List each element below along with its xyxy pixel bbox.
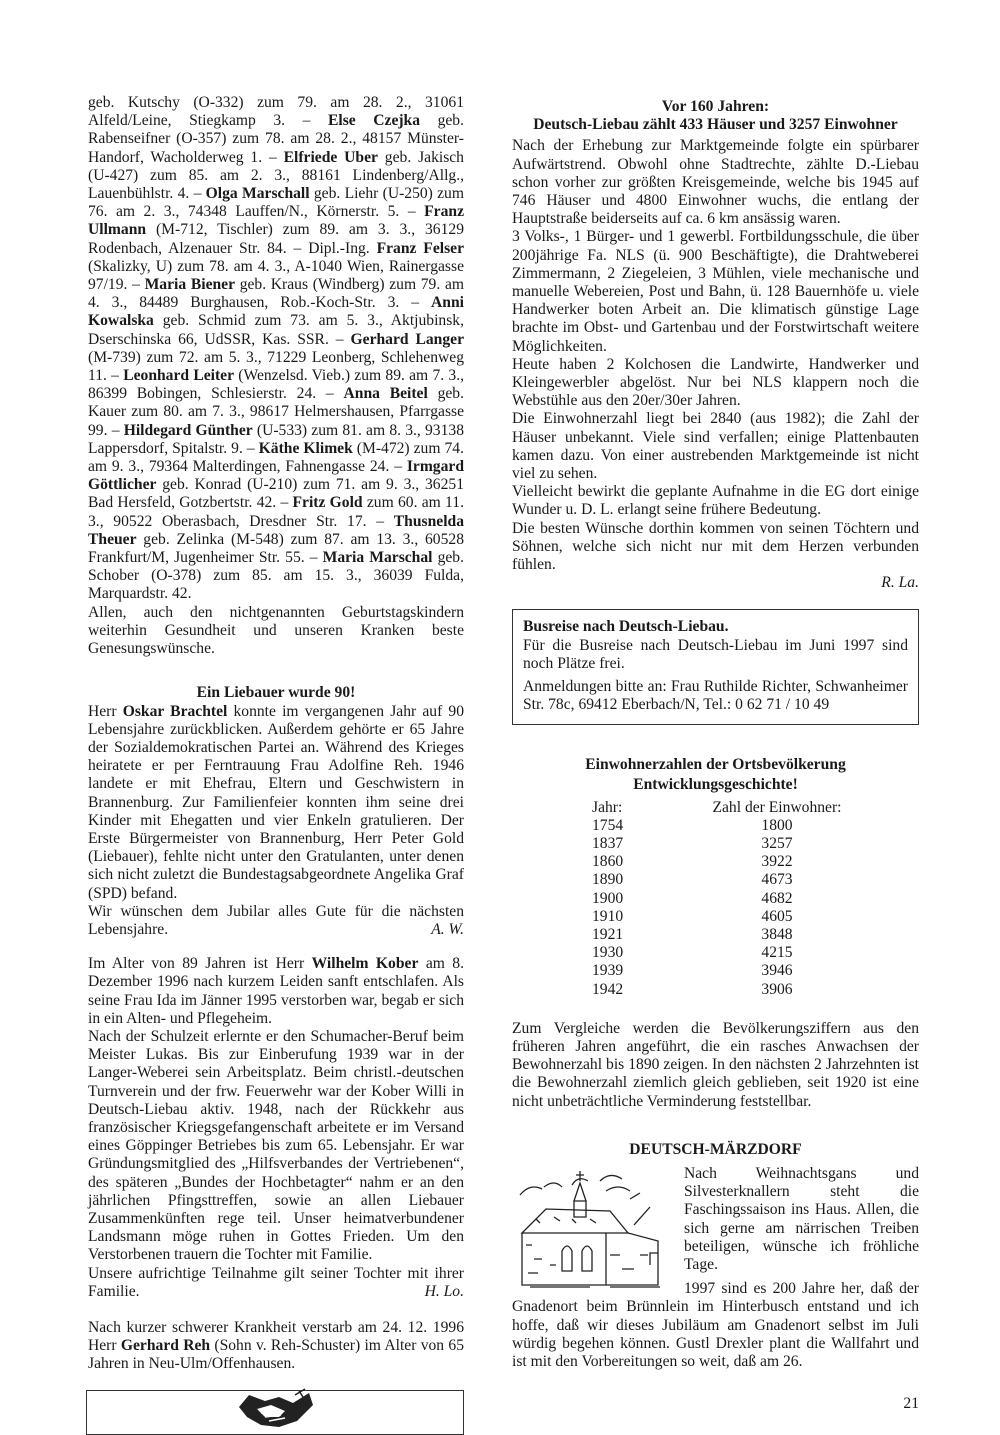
page-number: 21 [903, 1395, 919, 1413]
person-name: Oskar Brachtel [122, 702, 228, 720]
bus-trip-text: Für die Busreise nach Deutsch-Liebau im Juni 1997 sind noch Plätze frei. [523, 636, 908, 672]
text-run: (U-533) zum 81. am 8. 3., 93138 Lappersdorf, Spitalstr. 9. – [88, 421, 464, 457]
text-run: (Skalizky, U) zum 78. am 4. 3., A-1040 Wien, Rainergasse 97/19. – [88, 257, 464, 294]
left-column [88, 94, 464, 1435]
person-name: Else Czejka [327, 112, 421, 130]
text-run: Nach kurzer schwerer Krankheit verstarb am 24. 12. 1996 Herr [88, 1319, 464, 1355]
greeting-paragraph: Allen, auch den nichtgenannten Geburtstagskindern weiterhin Gesundheit und unseren Kranken beste Genesungswünsche. [88, 603, 464, 658]
signature: H. Lo. [424, 1282, 464, 1300]
year-cell: 1890 [592, 871, 624, 889]
person-name: Irmgard Göttlicher [88, 458, 464, 494]
table-row [592, 926, 842, 944]
col-count-header: Zahl der Einwohner: [712, 798, 842, 816]
text-run: geb. Konrad (U-210) zum 71. am 9. 3., 36251 Bad Hersfeld, Gotzbertstr. 42. – [88, 476, 464, 512]
text-run: (M-712, Tischler) zum 89. am 3. 3., 36129 Rodenbach, Alzenauer Str. 84. – Dipl.-Ing. [88, 221, 464, 257]
signature: A. W. [431, 920, 464, 938]
bus-trip-box [512, 609, 919, 724]
person-name: Leonhard Leiter [123, 367, 235, 385]
person-name: Franz Felser [376, 239, 464, 257]
condolence [88, 1265, 464, 1301]
handshake-icon [235, 1387, 315, 1433]
count-cell: 3946 [761, 962, 793, 980]
person-name: Thusnelda Theuer [88, 512, 464, 548]
article-maerzdorf [512, 1141, 919, 1371]
table-row [592, 908, 842, 926]
birthday-list [88, 94, 464, 658]
history-paragraph: Die besten Wünsche dorthin kommen von seinen Töchtern und Söhnen, welche sich nicht nur mit dem Herzen verbunden fühlen. [512, 519, 919, 574]
history-paragraph: Nach der Erhebung zur Marktgemeinde folgte ein spürbarer Aufwärtstrend. Obwohl ohne Stadtrechte, zählte D.-Liebau schon vorher zur größten Kreisgemeinde, welche bis 1945 auf 746 Häuser und 4800 Einwohner wuchs, die entlang der Hauptstraße beiderseits auf ca. 6 km ansässig waren. [512, 137, 919, 228]
bus-trip-title: Busreise nach Deutsch-Liebau. [523, 618, 729, 636]
person-name: Olga Marschall [205, 185, 310, 203]
population-title-2: Entwicklungsgeschichte! [633, 775, 798, 793]
maerzdorf-title: DEUTSCH-MÄRZDORF [629, 1140, 802, 1158]
condolence-text: Unsere aufrichtige Teilnahme gilt seiner Tochter mit ihrer Familie. [88, 1264, 464, 1300]
obituary-kober [88, 955, 464, 1301]
maerzdorf-paragraph-1: Nach Weihnachtsgans und Silvesterknallern steht die Faschingssaison ins Haus. Allen, die sich gerne am närrischen Treiben beteiligen, wünsche ich fröhliche Tage. [684, 1164, 919, 1273]
text-run: geb. Zelinka (M-548) zum 87. am 13. 3., 60528 Frankfurt/M, Jugenheimer Str. 55. – [88, 530, 464, 567]
history-paragraph: Vielleicht bewirkt die geplante Aufnahme in die EG dort einige Wunder u. D. L. erlangt seine frühere Bedeutung. [512, 483, 919, 519]
text-run: geb. Jakisch (U-427) zum 85. am 2. 3., 88161 Lindenberg/Allg., Lauenbühlstr. 4. – [88, 148, 464, 203]
text-run: (M-739) zum 72. am 5. 3., 71229 Leonberg, Schlehenweg 11. – [88, 348, 464, 385]
year-cell: 1860 [592, 853, 624, 871]
bus-trip-contact: Anmeldungen bitte an: Frau Ruthilde Richter, Schwanheimer Str. 78c, 69412 Eberbach/N, Tel.: 0 62 71 / 10 49 [523, 678, 908, 714]
year-cell: 1930 [592, 944, 624, 962]
year-cell: 1754 [592, 816, 624, 834]
obituary-body-2: Nach der Schulzeit erlernte er den Schumacher-Beruf beim Meister Lukas. Bis zur Einberufung 1939 war in der Langer-Weberei sein Arbeitsplatz. Beim christl.-deutschen Turnverein und der frw. Feuerwehr war der Kober Willi in Deutsch-Liebau aktiv. 1948, nach der Rückkehr aus französischer Kriegsgefangenschaft arbeitete er im Versand eines Göppinger Betriebes bis zum 65. Lebensjahr. Er war Gründungsmitglied des „Hilfsverbandes der Vertriebenen“, des späteren „Bundes der Hochbetagter“ nahm er an den jährlichen Pfingsttreffen, sowie an allen Liebauer Zusammenkünften rege teil. Unser heimatverbundener Landsmann möge ruhen in Gottes Frieden. Um den Verstorbenen trauern die Tochter mit Familie. [88, 1027, 464, 1264]
text-run: geb. Kauer zum 80. am 7. 3., 98617 Helmershausen, Pfarrgasse 99. – [88, 385, 465, 439]
year-cell: 1921 [592, 925, 624, 943]
text-run: geb. Liehr (U-250) zum 76. am 2. 3., 74348 Lauffen/N., Körnerstr. 5. – [88, 185, 464, 221]
table-row [592, 944, 842, 962]
count-cell: 1800 [761, 816, 793, 834]
person-name: Fritz Gold [292, 494, 363, 512]
person-name: Maria Marschal [322, 549, 433, 567]
article-liebauer-90 [88, 684, 464, 939]
person-name: Käthe Klimek [258, 439, 353, 457]
text-run: geb. Schmid zum 73. am 5. 3., Aktjubinsk, Dserschinska 66, UdSSR, Kas. SSR. – [88, 312, 464, 348]
text-run: (Sohn v. Reh-Schuster) im Alter von 65 Jahren in Neu-Ulm/Offenhausen. [88, 1337, 464, 1373]
person-name: Hildegard Günther [123, 421, 253, 439]
table-header [592, 799, 842, 817]
table-row [592, 890, 842, 908]
year-cell: 1837 [592, 834, 624, 852]
count-cell: 4215 [761, 944, 793, 962]
text-run: (M-472) zum 74. am 9. 3., 79364 Malterdingen, Fahnengasse 24. – [88, 439, 464, 476]
year-cell: 1942 [592, 980, 624, 998]
person-name: Gerhard Langer [350, 330, 464, 348]
year-cell: 1900 [592, 889, 624, 907]
condolence-box [86, 1390, 464, 1435]
count-cell: 3906 [761, 980, 793, 998]
count-cell: 3257 [761, 834, 793, 852]
history-paragraph: Heute haben 2 Kolchosen die Landwirte, Handwerker und Kleingewerbler abgelöst. Nur bei NLS klappern noch die Webstühle aus den 20er/30er Jahren. [512, 355, 919, 410]
text-run: (Wenzelsd. Vieb.) zum 89. am 7. 3., 86399 Bobingen, Schlesierstr. 24. – [88, 367, 464, 403]
article-body [88, 703, 464, 903]
person-name: Elfriede Uber [283, 148, 378, 166]
population-section [512, 755, 919, 999]
text-run: Herr [88, 702, 123, 720]
count-cell: 3922 [761, 853, 793, 871]
wish-text: Wir wünschen dem Jubilar alles Gute für die nächsten Lebensjahre. [88, 902, 464, 938]
count-cell: 4682 [761, 889, 793, 907]
count-cell: 4673 [761, 871, 793, 889]
year-cell: 1939 [592, 962, 624, 980]
person-name: Franz Ullmann [88, 203, 464, 239]
count-cell: 4605 [761, 907, 793, 925]
person-name: Gerhard Reh [120, 1337, 211, 1355]
text-run: Im Alter von 89 Jahren ist Herr [88, 955, 312, 973]
right-column [512, 98, 919, 1413]
signature: R. La. [881, 574, 919, 592]
text-run: geb. Schober (O-378) zum 85. am 15. 3., 36039 Fulda, Marquardstr. 42. [88, 549, 464, 603]
obituary-body [88, 955, 464, 1028]
table-row [592, 962, 842, 980]
maerzdorf-paragraph-2: 1997 sind es 200 Jahre her, daß der Gnadenort beim Brünnlein im Hinterbusch entstand und ich hoffe, daß wir dieses Jubiläum am Gnadenort selbst im Juli würdig begehen können. Gustl Drexler plant die Wallfahrt und ist mit den Vorbereitungen so weit, daß am 26. [512, 1280, 919, 1370]
population-table [592, 799, 842, 999]
text-run: am 8. Dezember 1996 nach kurzem Leiden sanft entschlafen. Als seine Frau Ida im Jänner 1995 verstorben war, begab er sich in ein Alten- und Pflegeheim. [88, 955, 465, 1027]
article-wish [88, 903, 464, 939]
history-paragraph: 3 Volks-, 1 Bürger- und 1 gewerbl. Fortbildungsschule, die über 200jährige Fa. NLS (ü. 900 Beschäftigte), die Drahtweberei Zimmermann, 2 Ziegeleien, 3 Mühlen, viele mechanische und manuelle Webereien, Post und Bahn, ü. 128 Bauernhöfe u. viele Handwerker boten Arbeit an. Die klimatisch günstige Lage brachte im Obst- und Gartenbau und der Forstwirtschaft weitere Möglichkeiten. [512, 228, 919, 355]
text-run: geb. Kutschy (O-332) zum 79. am 28. 2., 31061 Alfeld/Leine, Stiegkamp 3. – [88, 94, 464, 130]
person-name: Wilhelm Kober [311, 955, 419, 973]
obituary-reh [88, 1319, 464, 1374]
text-run: geb. Rabenseifner (O-357) zum 78. am 28. 2., 48157 Münster-Handorf, Wacholderweg 1. – [88, 112, 464, 166]
person-name: Anna Beitel [343, 385, 428, 403]
obituary-reh-text [88, 1319, 464, 1374]
population-note [512, 1020, 919, 1111]
table-row [592, 981, 842, 999]
church-illustration [510, 1165, 678, 1293]
population-note-text: Zum Vergleiche werden die Bevölkerungsziffern aus den früheren Jahren angeführt, die ein rasches Anwachsen der Bewohnerzahl bis 1890 zeigen. In den nächsten 2 Jahrzehnten ist die Bewohnerzahl ziemlich gleich geblieben, seit 1920 ist eine nicht unbeträchtliche Verminderung feststellbar. [512, 1019, 919, 1110]
person-name: Anni Kowalska [88, 294, 464, 330]
table-row [592, 871, 842, 889]
text-run: konnte im vergangenen Jahr auf 90 Lebensjahre zurückblicken. Außerdem gehörte er 65 Jahre der Sozialdemokratischen Partei an. Während des Krieges heiratete er per Ferntrauung Frau Adolfine Reh. 1946 landete er mit Ehefrau, Eltern und Geschwistern in Brannenburg. Zur Familienfeier konnten ihm seine drei Kinder mit Ehegatten und vier Enkeln gratulieren. Der Erste Bürgermeister von Brannenburg, Herr Peter Gold (Liebauer), fehlte nicht unter den Gratulanten, unter denen sich nicht zuletzt die Bundestagsabgeordnete Angelika Graf (SPD) befand. [88, 702, 464, 902]
col-year-header: Jahr: [592, 798, 623, 816]
text-run: zum 60. am 11. 3., 90522 Oberasbach, Dresdner Str. 17. – [88, 494, 464, 530]
table-row [592, 853, 842, 871]
table-row [592, 835, 842, 853]
history-title-1: Vor 160 Jahren: [661, 98, 770, 115]
person-name: Maria Biener [144, 276, 236, 294]
article-history [512, 98, 919, 592]
birthday-paragraph [88, 94, 464, 604]
history-title-2: Deutsch-Liebau zählt 433 Häuser und 3257 Einwohner [533, 116, 898, 134]
text-run: geb. Kraus (Windberg) zum 79. am 4. 3., 84489 Burghausen, Rob.-Koch-Str. 3. – [88, 276, 464, 312]
population-title-1: Einwohnerzahlen der Ortsbevölkerung [585, 755, 846, 773]
year-cell: 1910 [592, 907, 624, 925]
history-paragraph: Die Einwohnerzahl liegt bei 2840 (aus 1982); die Zahl der Häuser unbekannt. Viele sind verfallen; einige Plattenbauten kamen dazu. Von einer austrebenden Marktgemeinde ist nicht viel zu sehen. [512, 410, 919, 483]
table-row [592, 817, 842, 835]
count-cell: 3848 [761, 925, 793, 943]
article-title: Ein Liebauer wurde 90! [196, 684, 356, 702]
